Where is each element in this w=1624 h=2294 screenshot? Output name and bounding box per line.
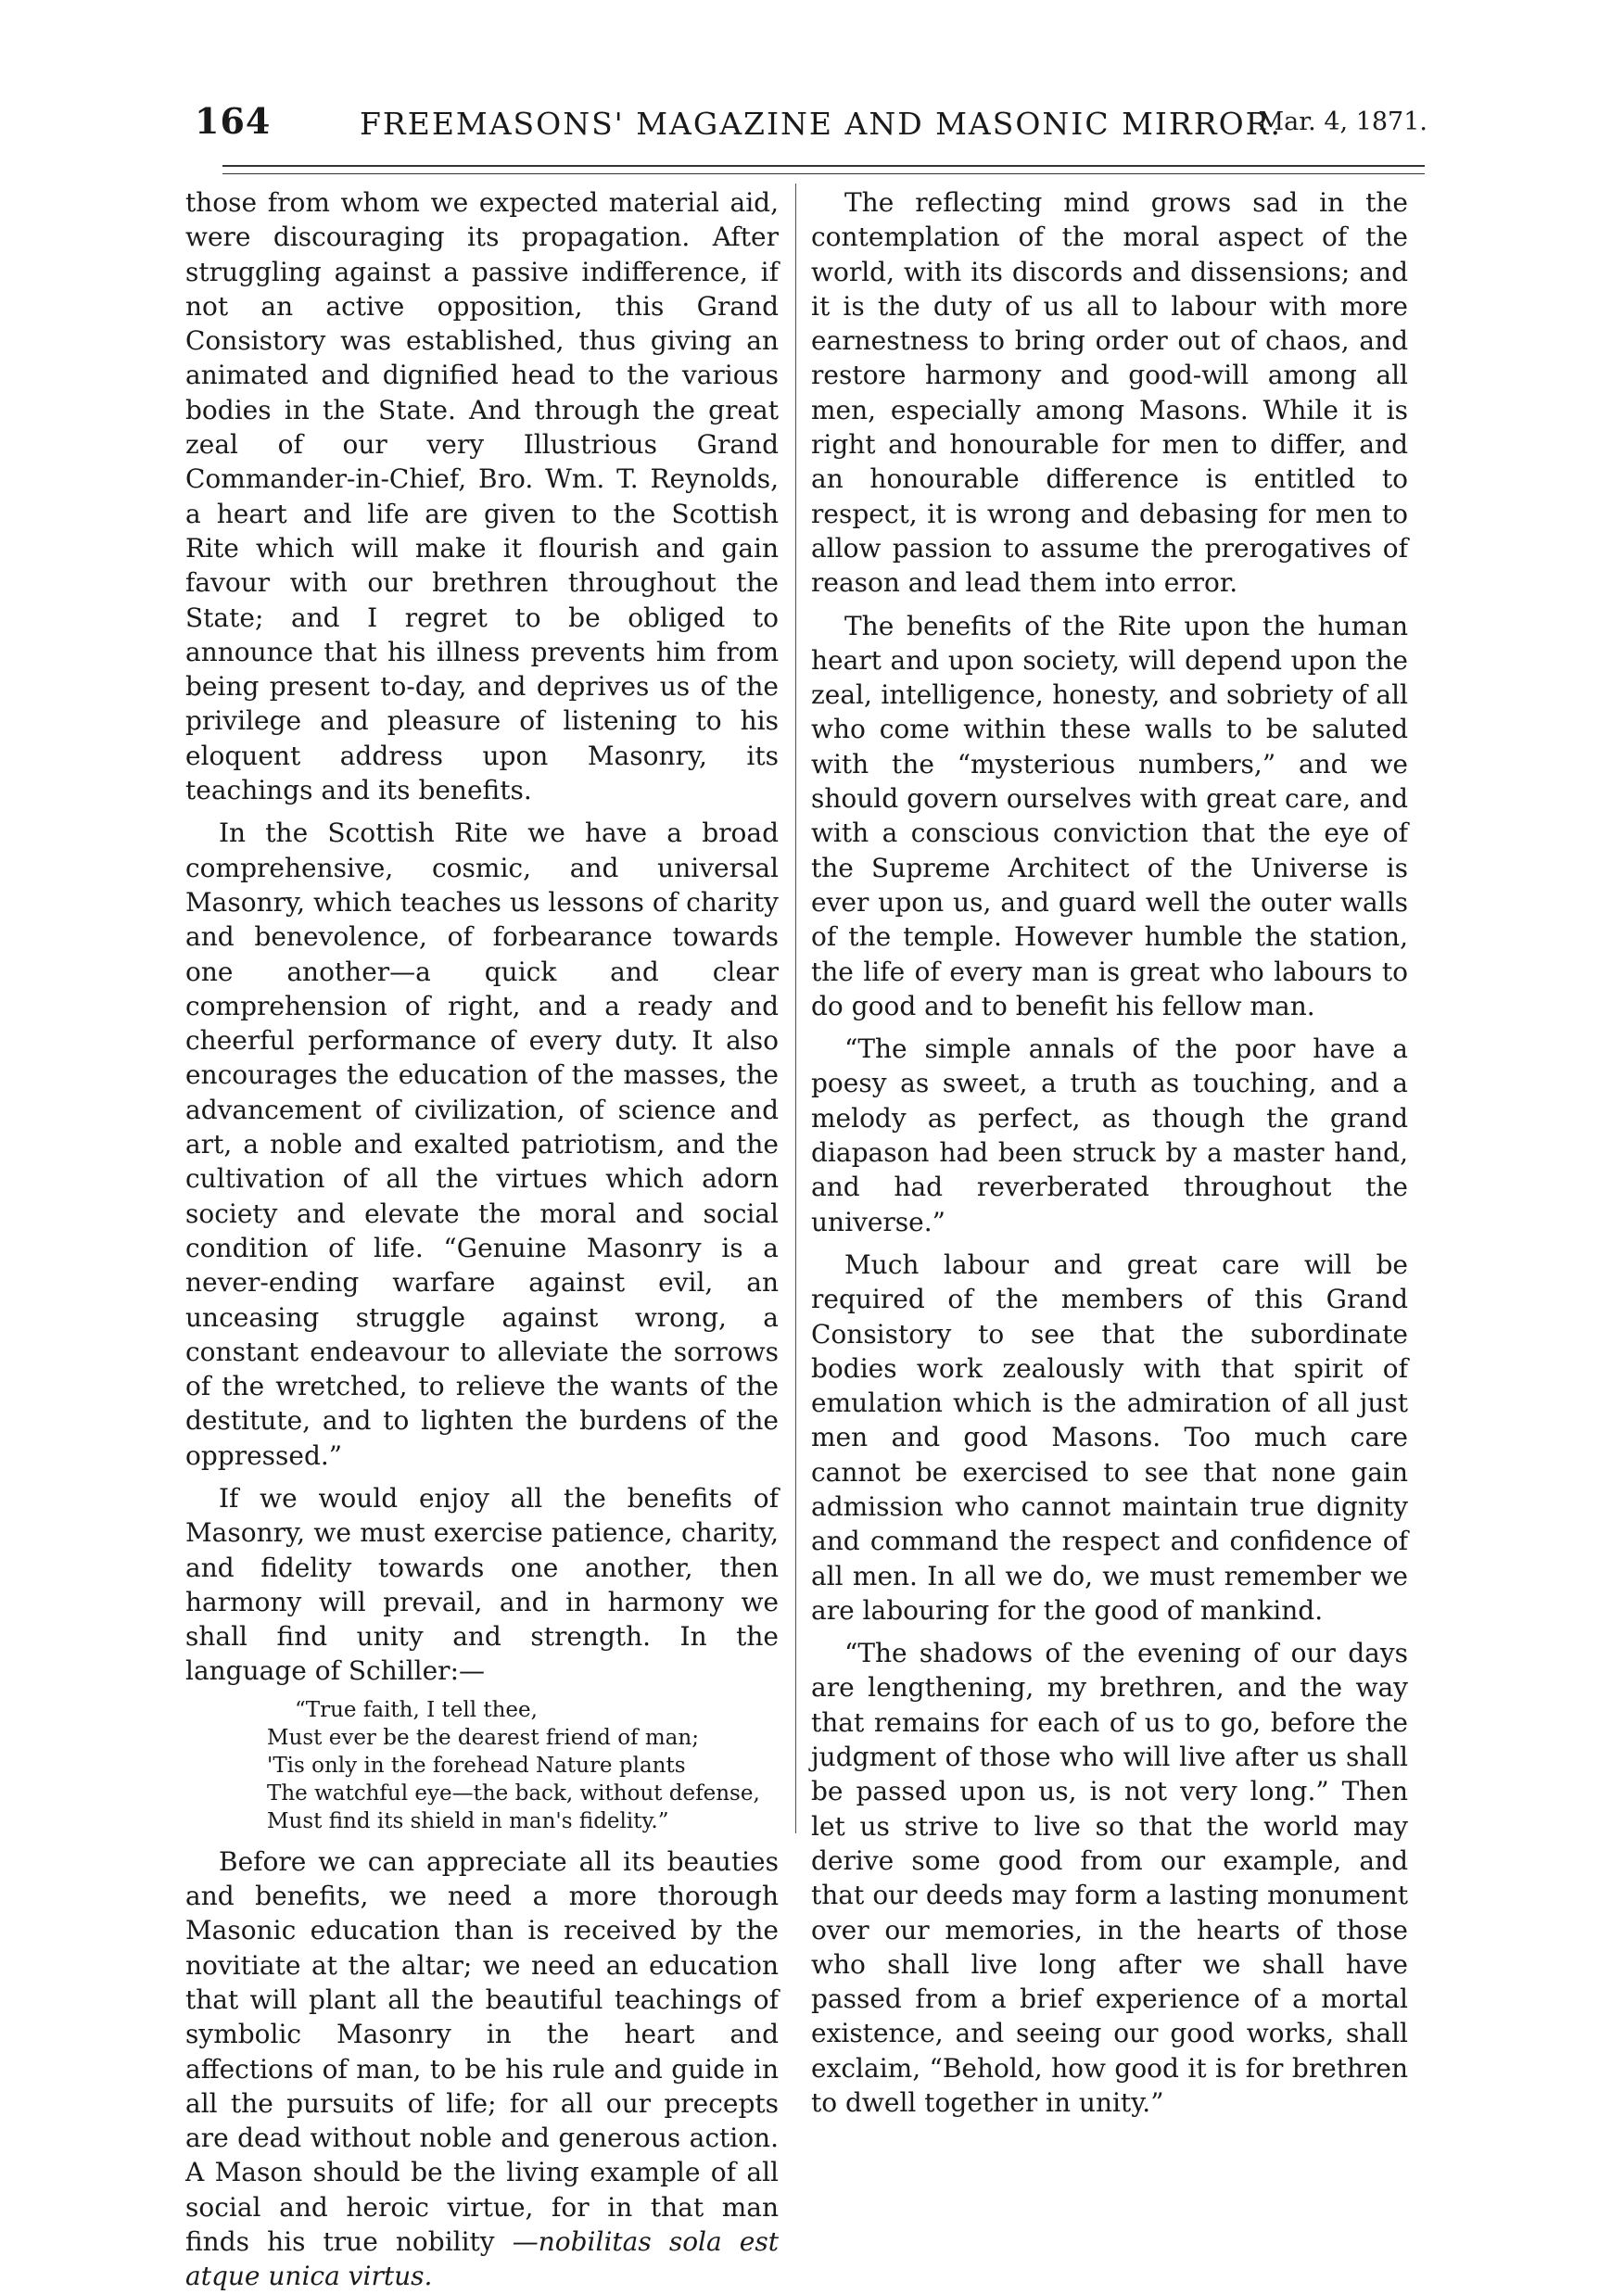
header-rule-thin xyxy=(222,173,1425,174)
page-number: 164 xyxy=(195,100,272,142)
paragraph: “The shadows of the evening of our days are lengthening, my brethren, and the way that remains for each of us to go, before the judgment of those who will live after us shall be passed upon us, is not very long.” Then let us strive to live so that the world may derive some good from our example, and that our deeds may form a lasting monument over our memories, in the hearts of those who shall live long after we shall have passed from a brief experience of a mortal existence, and seeing our good works, shall exclaim, “Behold, how good it is for brethren to dwell together in unity.” xyxy=(811,1638,1408,2119)
paragraph: In the Scottish Rite we have a broad comprehensive, cosmic, and universal Masonry, which teaches us lessons of charity and benevolence, of forbearance towards one another—a quick and clear comprehension of right, and a ready and cheerful performance of every duty. It also encourages the education of the masses, the advancement of civilization, of science and art, a noble and exalted patriotism, and the cultivation of all the virtues which adorn society and elevate the moral and social condition of life. “Genuine Masonry is a never-ending warfare against evil, an unceasing struggle against wrong, a constant endeavour to alleviate the sorrows of the wretched, to relieve the wants of the destitute, and to lighten the burdens of the oppressed.” xyxy=(185,817,779,1471)
page-header xyxy=(195,100,1427,156)
running-title: FREEMASONS' MAGAZINE AND MASONIC MIRROR. xyxy=(360,106,1282,142)
paragraph: The reflecting mind grows sad in the contemplation of the moral aspect of the world, with its discords and dissensions; and it is the duty of us all to labour with more earnestness to bring order out of chaos, and restore harmony and good-will among all men, especially among Masons. While it is right and honourable for men to differ, and an honourable difference is entitled to respect, it is wrong and debasing for men to allow passion to assume the prerogatives of reason and lead them into error. xyxy=(811,187,1408,599)
paragraph-text: Before we can appreciate all its beauties and benefits, we need a more thorough Masonic education than is received by the novitiate at the altar; we need an education that will plant all the beautiful teachings of symbolic Masonry in the heart and affections of man, to be his rule and guide in all the pursuits of life; for all our precepts are dead without noble and generous action. A Mason should be the living example of all social and heroic virtue, for in that man finds his true nobility xyxy=(185,1845,779,2258)
paragraph: If we would enjoy all the benefits of Masonry, we must exercise patience, charity, and fidelity towards one another, then harmony will prevail, and in harmony we shall find unity and strength. In the language of Schiller:— xyxy=(185,1482,779,1687)
paragraph: The benefits of the Rite upon the human heart and upon society, will depend upon the zeal, intelligence, honesty, and sobriety of all who come within these walls to be saluted with the “mysterious numbers,” and we should govern ourselves with great care, and with a conscious conviction that the eye of the Supreme Architect of the Universe is ever upon us, and guard well the outer walls of the temple. However humble the station, the life of every man is great who labours to do good and to benefit his fellow man. xyxy=(811,610,1408,1021)
column-divider xyxy=(795,184,796,1833)
left-column xyxy=(185,185,779,2294)
latin-motto: —nobilitas sola est atque unica virtus. xyxy=(185,2226,779,2292)
paragraph: those from whom we expected material aid, were discouraging its propagation. After struggling against a passive indifference, if not an active opposition, this Grand Consistory was established, thus giving an animated and dignified head to the various bodies in the State. And through the great zeal of our very Illustrious Grand Commander-in-Chief, Bro. Wm. T. Reynolds, a heart and life are given to the Scottish Rite which will make it flourish and gain favour with our brethren throughout the State; and I regret to be obliged to announce that his illness prevents him from being present to-day, and deprives us of the privilege and pleasure of listening to his eloquent address upon Masonry, its teachings and its benefits. xyxy=(185,187,779,806)
issue-date: Mar. 4, 1871. xyxy=(1258,108,1427,136)
poem-line: Must ever be the dearest friend of man; xyxy=(267,1725,699,1750)
paragraph xyxy=(185,1844,779,2294)
poem-line: The watchful eye—the back, without defense, xyxy=(267,1781,760,1806)
right-column xyxy=(811,185,1408,2120)
header-rule xyxy=(222,165,1425,167)
paragraph: “The simple annals of the poor have a poesy as sweet, a truth as touching, and a melody as perfect, as though the grand diapason had been struck by a master hand, and had reverberated throughout the universe.” xyxy=(811,1033,1408,1237)
poem-line: 'Tis only in the forehead Nature plants xyxy=(267,1753,686,1778)
paragraph: Much labour and great care will be required of the members of this Grand Consistory to see that the subordinate bodies work zealously with that spirit of emulation which is the admiration of all just men and good Masons. Too much care cannot be exercised to see that none gain admission who cannot maintain true dignity and command the respect and confidence of all men. In all we do, we must remember we are labouring for the good of mankind. xyxy=(811,1248,1408,1626)
poem-line: Must find its shield in man's fidelity.” xyxy=(267,1808,669,1833)
schiller-poem xyxy=(267,1696,779,1835)
poem-line: “True faith, I tell thee, xyxy=(295,1697,538,1722)
